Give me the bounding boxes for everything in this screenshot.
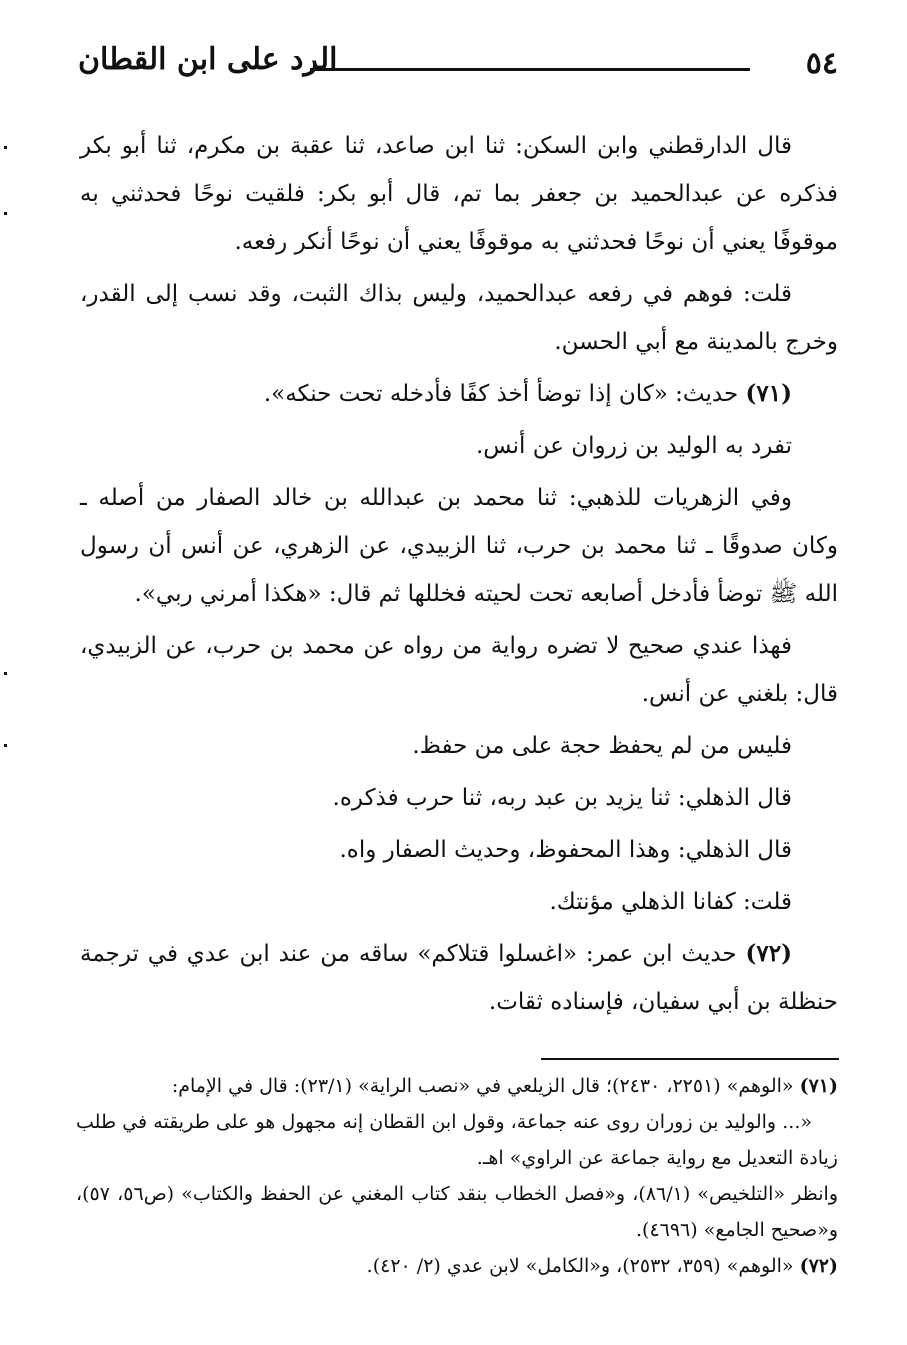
- footnote-71: [76, 1068, 838, 1104]
- paragraph: فليس من لم يحفظ حجة على من حفظ.: [412, 733, 792, 759]
- hadith-number: (٧١): [745, 380, 792, 407]
- paragraph: فهذا عندي صحيح لا تضره رواية من رواه عن محمد بن حرب، عن الزبيدي، قال: بلغني عن أنس.: [80, 633, 838, 707]
- hadith-72: [80, 930, 838, 1026]
- paragraph: قلت: فوهم في رفعه عبدالحميد، وليس بذاك الثبت، وقد نسب إلى القدر، وخرج بالمدينة مع أبي الحسن.: [80, 281, 838, 355]
- footnote-text: «الوهم» (٢٢٥١، ٢٤٣٠)؛ قال الزيلعي في «نصب الراية» (٢٣/١): قال في الإمام:: [171, 1075, 794, 1097]
- footnote-quote: «... والوليد بن زوران روى عنه جماعة، وقول ابن القطان إنه مجهول هو على طريقته في طلب زيادة التعديل مع رواية جماعة عن الراوي» اهـ.: [76, 1111, 838, 1169]
- hadith-text: حديث: «كان إذا توضأ أخذ كفًا فأدخله تحت حنكه».: [263, 381, 739, 407]
- footnote-number: (٧١): [799, 1075, 838, 1097]
- hadith-71: [80, 370, 838, 418]
- footnote-see-also: وانظر «التلخيص» (٨٦/١)، و«فصل الخطاب بنقد كتاب المغني عن الحفظ والكتاب» (ص٥٦، ٥٧)، و«صحيح الجامع» (٤٦٩٦).: [76, 1183, 839, 1241]
- footnote-72: [76, 1248, 838, 1284]
- footnote-separator: [541, 1058, 839, 1060]
- paragraph: تفرد به الوليد بن زروان عن أنس.: [475, 433, 792, 459]
- footnote-number: (٧٢): [799, 1255, 838, 1277]
- scan-mark: [4, 212, 7, 215]
- paragraph: وفي الزهريات للذهبي: ثنا محمد بن عبدالله بن خالد الصفار من أصله ـ وكان صدوقًا ـ ثنا محمد بن حرب، ثنا الزبيدي، عن الزهري، عن أنس أن رسول الله ﷺ توضأ فأدخل أصابعه تحت لحيته فخللها ثم قال: «هكذا أمرني ربي».: [80, 485, 838, 607]
- paragraph: قال الذهلي: ثنا يزيد بن عبد ربه، ثنا حرب فذكره.: [332, 785, 792, 811]
- scan-mark: [4, 146, 7, 149]
- paragraph: قال الدارقطني وابن السكن: ثنا ابن صاعد، ثنا عقبة بن مكرم، ثنا أبو بكر فذكره عن عبدالحميد بن جعفر بما تم، قال أبو بكر: فلقيت نوحًا فحدثني به موقوفًا يعني أن نوحًا فحدثني به موقوفًا يعني أن نوحًا أنكر رفعه.: [80, 133, 838, 255]
- running-title: الرد على ابن القطان: [78, 42, 338, 77]
- scan-mark: [4, 744, 7, 747]
- paragraph: قال الذهلي: وهذا المحفوظ، وحديث الصفار واه.: [339, 837, 792, 863]
- page-header: [78, 38, 838, 90]
- page-number: ٥٤: [805, 46, 838, 81]
- hadith-number: (٧٢): [745, 940, 792, 967]
- main-text: [80, 122, 838, 1030]
- paragraph: قلت: كفانا الذهلي مؤنتك.: [549, 889, 792, 915]
- hadith-text: حديث ابن عمر: «اغسلوا قتلاكم» ساقه من عند ابن عدي في ترجمة حنظلة بن أبي سفيان، فإسناده ثقات.: [80, 941, 838, 1015]
- footnote-text: «الوهم» (٣٥٩، ٢٥٣٢)، و«الكامل» لابن عدي (٢/ ٤٢٠).: [366, 1255, 794, 1277]
- header-rule: [310, 68, 750, 71]
- footnotes: [76, 1068, 838, 1284]
- scan-mark: [4, 672, 7, 675]
